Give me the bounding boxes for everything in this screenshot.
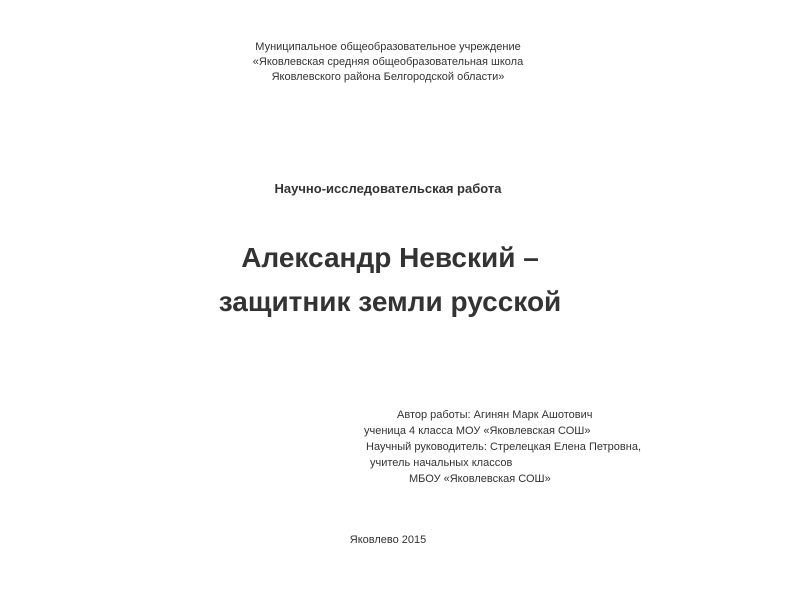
institution-line: Муниципальное общеобразовательное учреждение [255, 41, 521, 53]
work-type-label: Научно-исследовательская работа [274, 181, 502, 196]
city-year: Яковлево 2015 [349, 534, 427, 546]
institution-line: «Яковлевская средняя общеобразовательная школа [252, 56, 524, 68]
supervisor-line: учитель начальных классов [370, 457, 513, 469]
author-info [360, 407, 780, 487]
main-title [90, 236, 690, 324]
main-title-line: защитник земли русской [218, 286, 562, 317]
main-title-line: Александр Невский – [241, 242, 539, 273]
author-line: ученица 4 класса МОУ «Яковлевская СОШ» [364, 425, 591, 437]
author-line: Автор работы: Агинян Марк Ашотович [397, 409, 593, 421]
institution-header [188, 40, 588, 85]
institution-line: Яковлевского района Белгородской области» [271, 71, 505, 83]
supervisor-line: МБОУ «Яковлевская СОШ» [409, 473, 551, 485]
supervisor-line: Научный руководитель: Стрелецкая Елена Петровна, [366, 441, 642, 453]
